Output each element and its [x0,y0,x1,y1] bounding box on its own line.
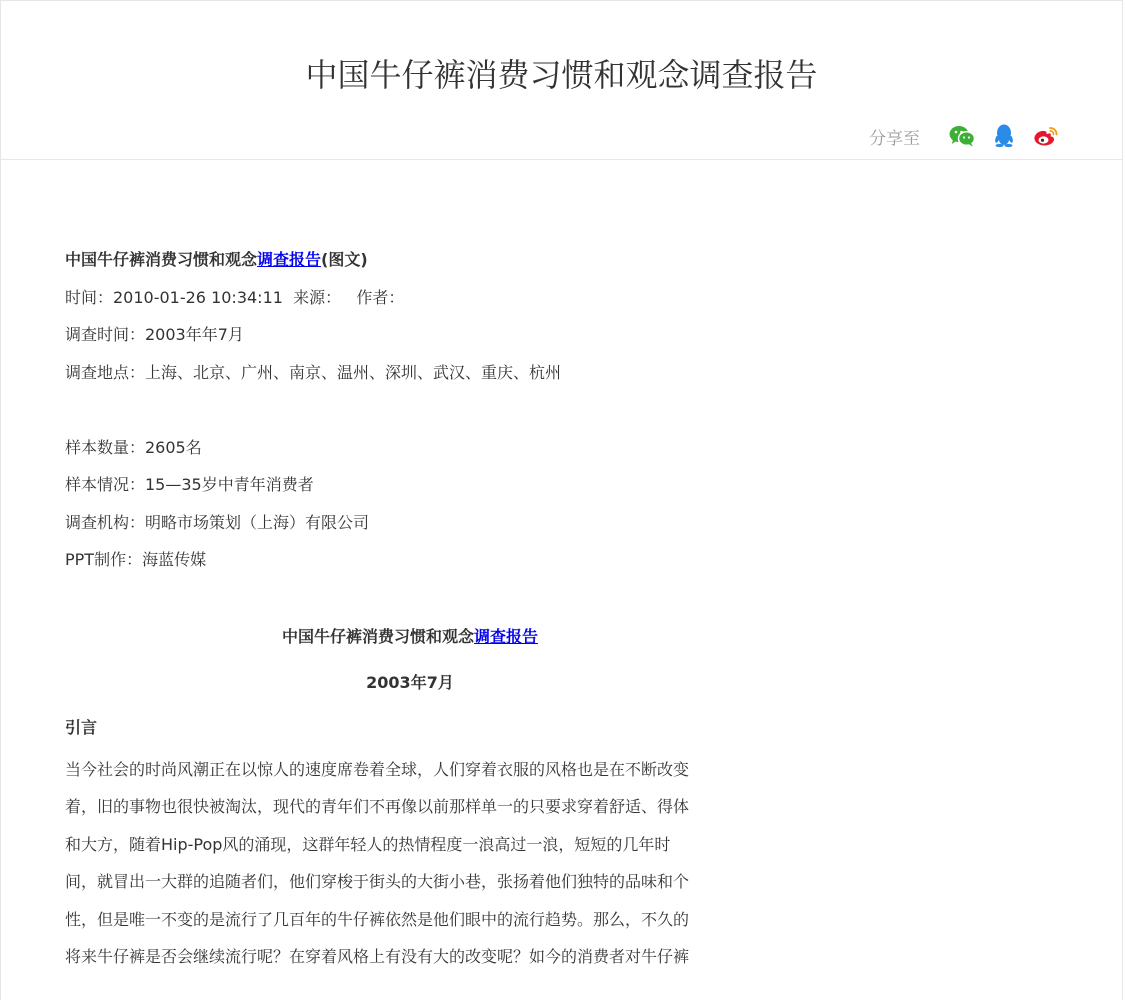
intro-line: 将来牛仔裤是否会继续流行呢？在穿着风格上有没有大的改变呢？如今的消费者对牛仔裤 [65,947,690,967]
intro-line: 当今社会的时尚风潮正在以惊人的速度席卷着全球，人们穿着衣服的风格也是在不断改变 [65,759,690,779]
survey-agency: 调查机构：明略市场策划（上海）有限公司 [65,512,370,532]
wechat-icon[interactable] [948,123,976,149]
weibo-icon[interactable] [1032,123,1060,149]
survey-time: 调查时间：2003年年7月 [65,325,244,344]
intro-line: 性，但是唯一不变的是流行了几百年的牛仔裤依然是他们眼中的流行趋势。那么，不久的 [65,909,690,929]
share-label: 分享至 [869,128,920,149]
article-body [65,241,755,976]
intro-line: 间，就冒出一大群的追随者们，他们穿梭于街头的大街小巷，张扬着他们独特的品味和个 [65,872,690,892]
intro-line: 和大方，随着Hip-Pop风的涌现，这群年轻人的热情程度一浪高过一浪，短短的几年时 [65,834,671,854]
article-heading-text: 中国牛仔裤消费习惯和观念 [65,250,258,269]
report-subtitle [65,618,755,656]
share-bar [869,123,1060,149]
report-link[interactable]: 调查报告 [257,250,322,269]
article-heading [65,241,755,279]
article-header [1,1,1122,160]
qq-icon[interactable] [990,123,1018,149]
intro-line: 着，旧的事物也很快被淘汰，现代的青年们不再像以前那样单一的只要求穿着舒适、得体 [65,797,690,817]
spacer [65,391,755,429]
article-meta: 时间：2010-01-26 10:34:11 来源： 作者： [65,287,405,307]
survey-location: 调查地点：上海、北京、广州、南京、温州、深圳、武汉、重庆、杭州 [65,362,562,382]
report-subtitle-text: 中国牛仔裤消费习惯和观念 [281,627,474,646]
report-date: 2003年7月 [366,672,454,692]
report-subtitle-link[interactable]: 调查报告 [474,627,539,646]
article-heading-suffix: (图文) [321,250,368,269]
intro-heading: 引言 [65,718,98,737]
ppt-maker: PPT制作：海蓝传媒 [65,550,207,569]
spacer [65,579,755,617]
page-title: 中国牛仔裤消费习惯和观念调查报告 [305,56,818,94]
intro-paragraph [65,751,755,977]
sample-profile: 样本情况：15—35岁中青年消费者 [65,475,314,494]
sample-count: 样本数量：2605名 [65,437,202,457]
